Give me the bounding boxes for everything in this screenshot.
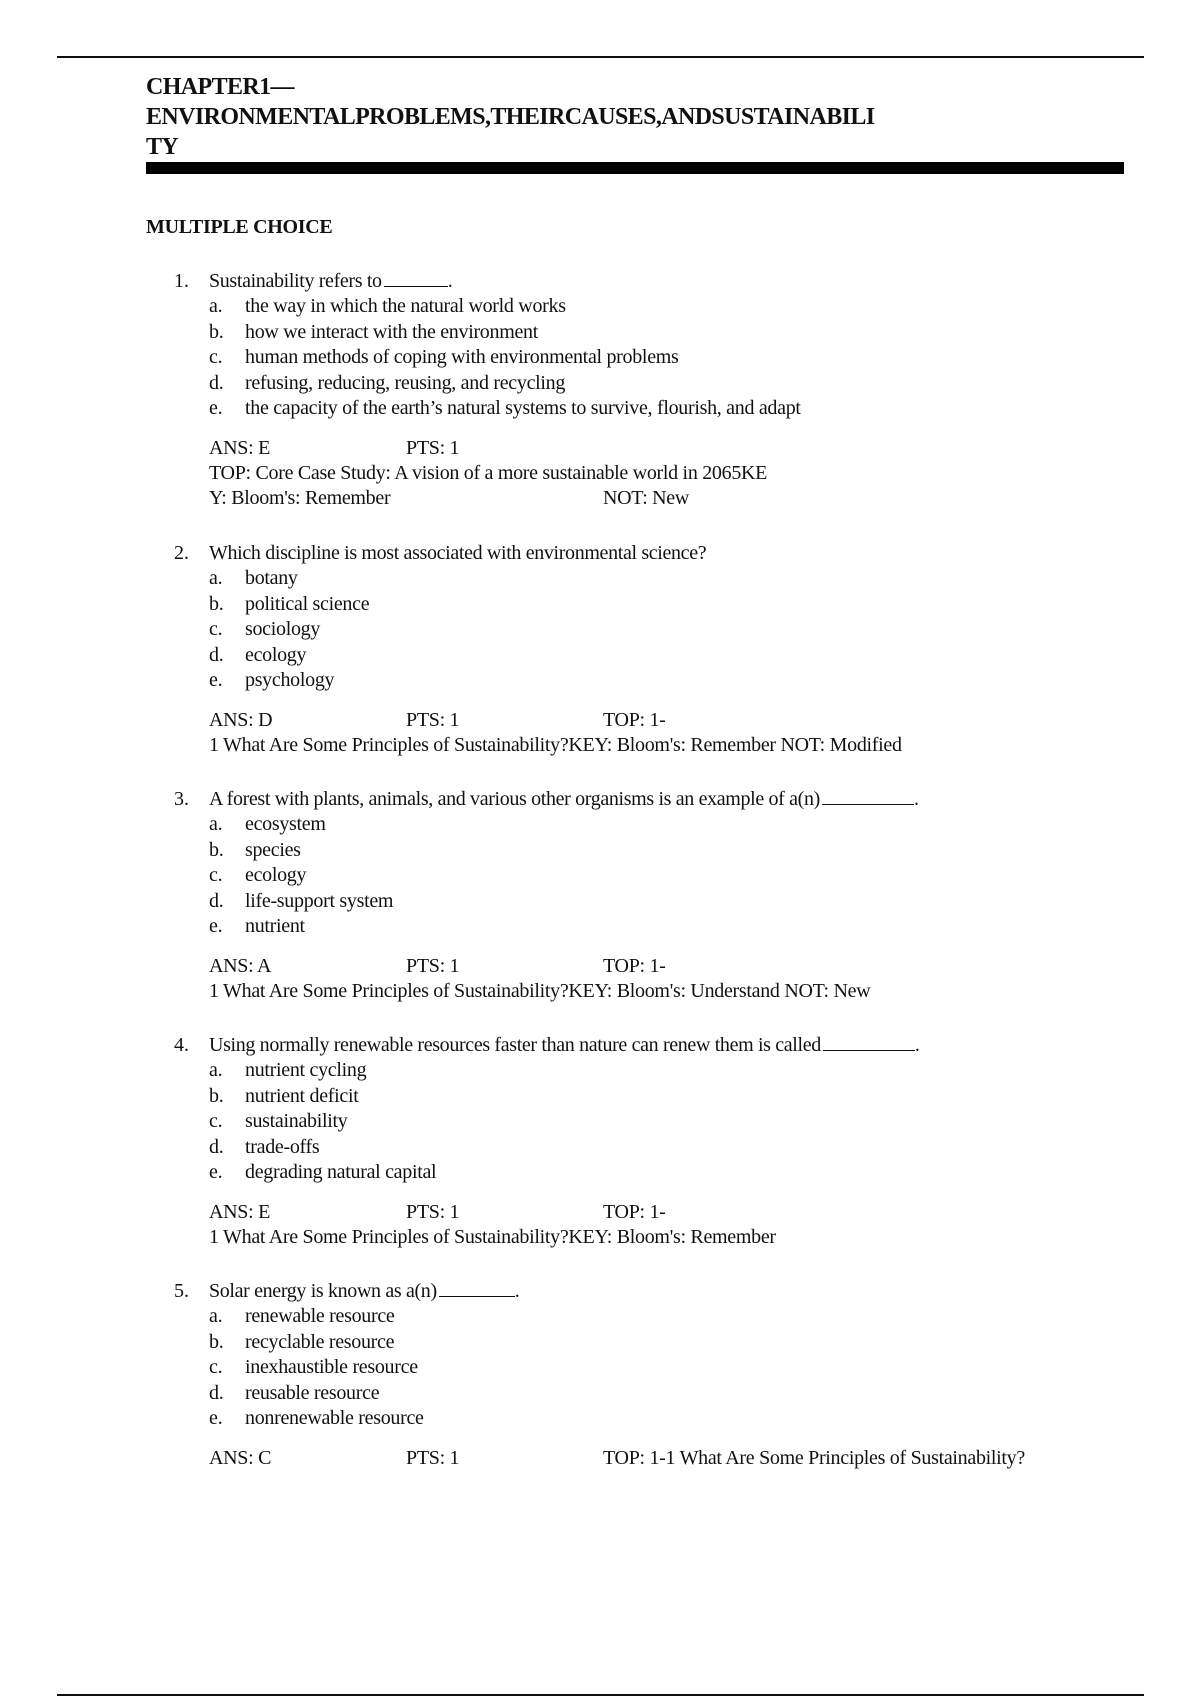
option: e. nonrenewable resource [209, 1407, 424, 1429]
answer-blank [823, 1032, 915, 1051]
question-number: 5. [174, 1280, 189, 1302]
topic: 1 What Are Some Principles of Sustainability?KEY: Bloom's: Remember NOT: Modified [209, 734, 902, 756]
stem-suffix: . [914, 1034, 920, 1056]
question-number: 2. [174, 542, 189, 564]
question-stem-text: Sustainability refers to [209, 270, 382, 292]
title-line: TY [146, 134, 179, 160]
answer-key: ANS: E [209, 1201, 270, 1223]
answer-key: ANS: C [209, 1447, 272, 1469]
answer-key: ANS: E [209, 437, 270, 459]
question-stem [209, 786, 919, 812]
option: b. political science [209, 592, 370, 615]
section-heading: MULTIPLE CHOICE [146, 216, 333, 238]
option: c. human methods of coping with environmental problems [209, 346, 679, 368]
option: a. renewable resource [209, 1305, 395, 1327]
question-number: 3. [174, 788, 189, 810]
option: b. species [209, 838, 301, 861]
option: e. degrading natural capital [209, 1161, 437, 1183]
points: PTS: 1 [406, 955, 460, 977]
question-stem [209, 540, 706, 566]
option: c. sociology [209, 618, 321, 640]
bloom-key: Y: Bloom's: Remember [209, 487, 391, 509]
answer-blank [384, 268, 448, 287]
option: c. sustainability [209, 1110, 348, 1132]
option: d. refusing, reducing, reusing, and recycling [209, 371, 566, 394]
topic-prefix: TOP: 1- [603, 955, 666, 977]
option: d. reusable resource [209, 1381, 380, 1404]
question-stem [209, 268, 452, 294]
option: a. nutrient cycling [209, 1059, 367, 1081]
chapter-title [146, 72, 1026, 162]
answer-blank [822, 786, 914, 805]
option: d. ecology [209, 643, 307, 666]
answer-key: ANS: A [209, 955, 272, 977]
options-list [209, 1058, 436, 1186]
question-number: 1. [174, 270, 189, 292]
question-stem-text: Using normally renewable resources faster than nature can renew them is called [209, 1034, 821, 1056]
title-line: CHAPTER1— [146, 74, 294, 100]
points: PTS: 1 [406, 709, 460, 731]
question-stem-text: A forest with plants, animals, and various other organisms is an example of a(n) [209, 788, 820, 810]
options-list [209, 812, 393, 940]
option: a. ecosystem [209, 813, 326, 835]
points: PTS: 1 [406, 437, 460, 459]
points: PTS: 1 [406, 1447, 460, 1469]
points: PTS: 1 [406, 1201, 460, 1223]
option: a. botany [209, 567, 298, 589]
topic: 1 What Are Some Principles of Sustainability?KEY: Bloom's: Understand NOT: New [209, 980, 871, 1002]
option: e. the capacity of the earth’s natural systems to survive, flourish, and adapt [209, 397, 801, 419]
note: NOT: New [603, 487, 690, 509]
option: b. how we interact with the environment [209, 320, 538, 343]
question-stem-text: Which discipline is most associated with environmental science? [209, 542, 707, 564]
title-line: ENVIRONMENTALPROBLEMS,THEIRCAUSES,ANDSUSTAINABILI [146, 104, 875, 130]
question-stem [209, 1278, 519, 1304]
option: b. recyclable resource [209, 1330, 395, 1353]
option: c. ecology [209, 864, 307, 886]
bottom-rule [57, 1694, 1144, 1696]
option: d. life-support system [209, 889, 394, 912]
stem-suffix: . [447, 270, 453, 292]
question-stem-text: Solar energy is known as a(n) [209, 1280, 437, 1302]
stem-suffix: . [913, 788, 919, 810]
stem-suffix: . [514, 1280, 520, 1302]
question-stem [209, 1032, 920, 1058]
topic: TOP: Core Case Study: A vision of a more sustainable world in 2065KE [209, 462, 768, 484]
topic-prefix: TOP: 1- [603, 1201, 666, 1223]
question-number: 4. [174, 1034, 189, 1056]
title-underline-bar [146, 162, 1124, 174]
options-list [209, 294, 801, 422]
top-rule [57, 56, 1144, 58]
option: b. nutrient deficit [209, 1084, 359, 1107]
topic-prefix: TOP: 1- [603, 709, 666, 731]
answer-key: ANS: D [209, 709, 273, 731]
option: e. nutrient [209, 915, 305, 937]
options-list [209, 1304, 424, 1432]
topic: TOP: 1-1 What Are Some Principles of Sustainability? [603, 1447, 1025, 1469]
answer-blank [439, 1278, 515, 1297]
option: e. psychology [209, 669, 335, 691]
topic: 1 What Are Some Principles of Sustainability?KEY: Bloom's: Remember [209, 1226, 776, 1248]
option: c. inexhaustible resource [209, 1356, 418, 1378]
option: d. trade-offs [209, 1135, 320, 1158]
options-list [209, 566, 369, 694]
option: a. the way in which the natural world works [209, 295, 566, 317]
